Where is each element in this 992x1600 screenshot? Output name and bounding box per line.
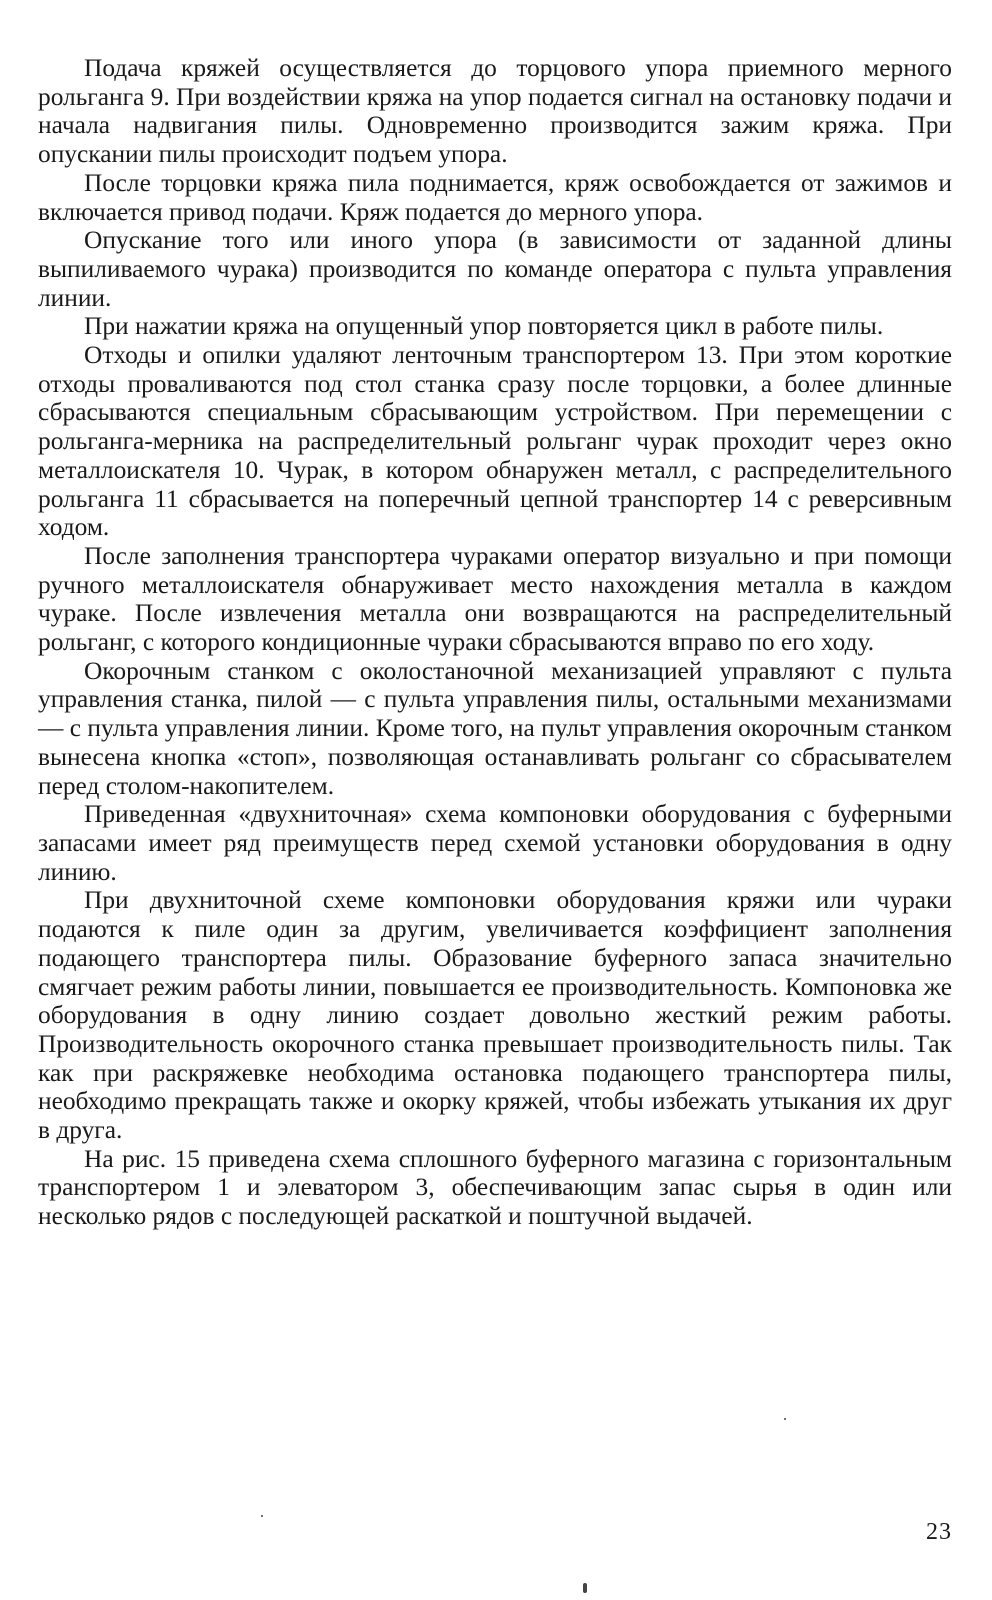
paragraph-6: После заполнения транспортера чураками оператор визуально и при помощи ручного металлоискателя обнаруживает место нахождения металла в каждом чураке. После извлечения металла они возвращаются на распределительный рольганг, с которого кондиционные чураки сбрасываются вправо по его ходу. [38, 541, 952, 657]
paragraph-1: Подача кряжей осуществляется до торцового упора приемного мерного рольганга 9. При воздействии кряжа на упор подается сигнал на остановку подачи и начала надвигания пилы. Одновременно производится зажим кряжа. При опускании пилы происходит подъем упора. [38, 54, 952, 169]
paragraph-3: Опускание того или иного упора (в зависимости от заданной длины выпиливаемого чурака) производится по команде оператора с пульта управления линии. [38, 226, 952, 312]
paragraph-10: На рис. 15 приведена схема сплошного буферного магазина с горизонтальным транспортером 1 и элеватором 3, обеспечивающим запас сырья в один или несколько рядов с последующей раскаткой и поштучной выдачей. [38, 1144, 952, 1231]
scan-speck [261, 1515, 263, 1517]
paragraph-8: Приведенная «двухниточная» схема компоновки оборудования с буферными запасами имеет ряд преимуществ перед схемой установки оборудования в одну линию. [38, 800, 952, 886]
paragraph-4: При нажатии кряжа на опущенный упор повторяется цикл в работе пилы. [84, 312, 884, 341]
paragraph-5: Отходы и опилки удаляют ленточным транспортером 13. При этом короткие отходы проваливаются под стол станка сразу после торцовки, а более длинные сбрасываются специальным сбрасывающим устройством. При перемещении с рольганга-мерника на распределительный рольганг чурак проходит через окно металлоискателя 10. Чурак, в котором обнаружен металл, с распределительного рольганга 11 сбрасывается на поперечный цепной транспортер 14 с реверсивным ходом. [38, 341, 952, 542]
paragraph-7: Окорочным станком с околостаночной механизацией управляют с пульта управления станка, пилой — с пульта управления пилы, остальными механизмами — с пульта управления линии. Кроме того, на пульт управления окорочным станком вынесена кнопка «стоп», позволяющая останавливать рольганг со сбрасывателем перед столом-накопителем. [38, 656, 952, 800]
page-number: 23 [926, 1519, 952, 1545]
scan-speck [583, 1583, 587, 1593]
scan-speck [784, 1418, 786, 1420]
page-body [38, 54, 952, 1231]
paragraph-2: После торцовки кряжа пила поднимается, кряж освобождается от зажимов и включается привод подачи. Кряж подается до мерного упора. [38, 168, 952, 226]
paragraph-9: При двухниточной схеме компоновки оборудования кряжи или чураки подаются к пиле один за другим, увеличивается коэффициент заполнения подающего транспортера пилы. Образование буферного запаса значительно смягчает режим работы линии, повышается ее производительность. Компоновка же оборудования в одну линию создает довольно жесткий режим работы. Производительность окорочного станка превышает производительность пилы. Так как при раскряжевке необходима остановка подающего транспортера пилы, необходимо прекращать также и окорку кряжей, чтобы избежать утыкания их друг в друга. [38, 886, 952, 1145]
